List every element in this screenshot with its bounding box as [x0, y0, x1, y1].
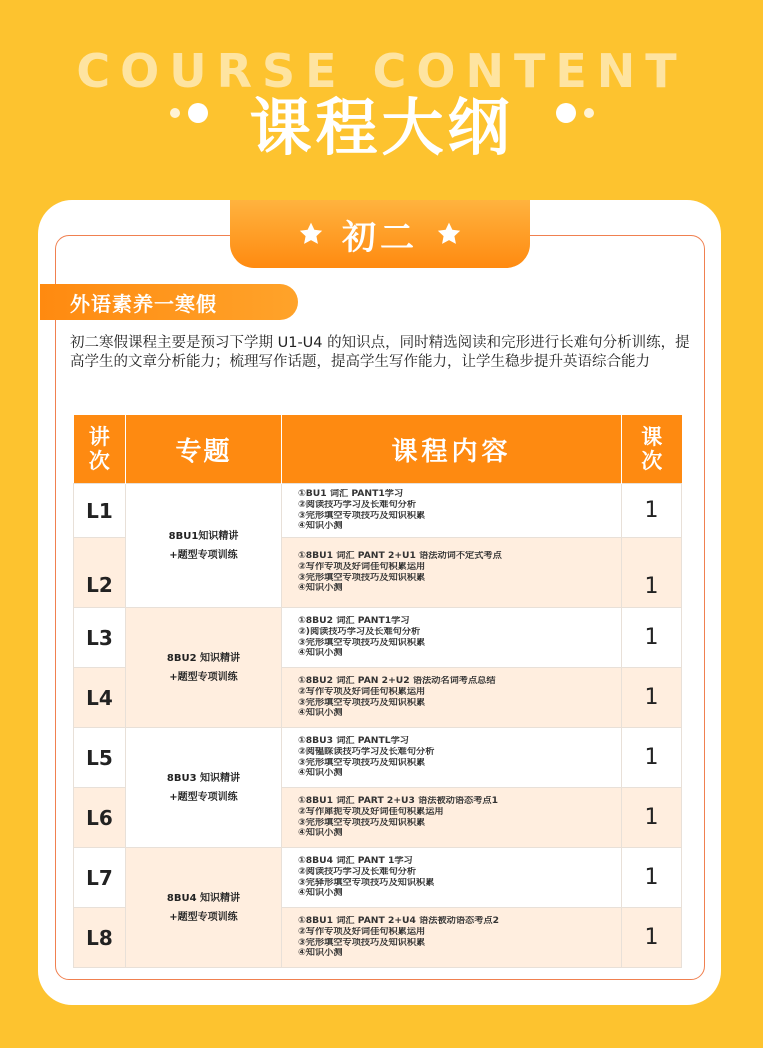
lesson-number: L7: [74, 848, 126, 908]
content-cell: ①8BU3 词汇 PANTL学习 ②阅韫睬读技巧学习及长难句分析 ③完形填空专项技巧及知识积累 ④知识小测: [282, 728, 622, 788]
lesson-count: 1: [622, 788, 682, 848]
header-title-en: COURSE CONTENT: [76, 44, 687, 98]
lesson-count: 1: [622, 484, 682, 538]
content-cell: ①8BU2 词汇 PAN 2+U2 语法动名词考点总结 ②写作专项及好词佳句积累运用 ③完形填空专项技巧及知识积累 ④知识小测: [282, 668, 622, 728]
table-row: [74, 608, 682, 668]
header-topic: 专题: [126, 415, 282, 484]
lesson-number: L5: [74, 728, 126, 788]
lesson-count: 1: [622, 728, 682, 788]
topic-cell: 8BU3 知识精讲 +题型专项训练: [126, 728, 282, 848]
lesson-count: 1: [622, 848, 682, 908]
lesson-count: 1: [622, 908, 682, 968]
section-title: 外语素养一寒假: [70, 291, 217, 316]
topic-cell: 8BU1知识精讲 +题型专项训练: [126, 484, 282, 608]
table-row: [74, 484, 682, 538]
table-row: [74, 848, 682, 908]
lesson-number: L6: [74, 788, 126, 848]
header-dots-right: [556, 103, 594, 123]
header-count: 课次: [622, 415, 682, 484]
grade-tab: [230, 200, 530, 268]
lesson-number: L3: [74, 608, 126, 668]
content-cell: ①8BU4 词汇 PANT 1学习 ②阅读技巧学习及长难句分析 ③完驿形填空专项技巧及知识积累 ④知识小测: [282, 848, 622, 908]
content-cell: ①8BU1 词汇 PANT 2+U4 语法被动语态考点2 ②写作专项及好词佳句积累运用 ③完形填空专项技巧及知识积累 ④知识小测: [282, 908, 622, 968]
topic-cell: 8BU2 知识精讲 +题型专项训练: [126, 608, 282, 728]
star-icon: [298, 221, 324, 247]
lesson-count: 1: [622, 608, 682, 668]
header-content: 课程内容: [282, 415, 622, 484]
section-title-tab: [40, 284, 298, 320]
grade-label: 初二: [342, 217, 418, 258]
content-cell: ①8BU1 词汇 PART 2+U3 语法被动语态考点1 ②写作犀扼专项及好词佳句积累运用 ③完形填空专项技巧及知识积累 ④知识小测: [282, 788, 622, 848]
lesson-count: 1: [622, 668, 682, 728]
header-lesson: 讲次: [74, 415, 126, 484]
lesson-number: L4: [74, 668, 126, 728]
lesson-number: L2: [74, 538, 126, 608]
content-cell: ①8BU1 词汇 PANT 2+U1 语法动词不定式考点 ②写作专项及好词佳句积累运用 ③完形填空专项技巧及知识积累 ④知识小测: [282, 538, 622, 608]
star-icon: [436, 221, 462, 247]
table-header-row: [74, 415, 682, 484]
course-table: [73, 415, 681, 968]
lesson-number: L1: [74, 484, 126, 538]
content-cell: ①8BU2 词汇 PANT1学习 ②)阅读技巧学习及长难句分析 ③完形填空专项技巧及知识积累 ④知识小测: [282, 608, 622, 668]
content-cell: ①BU1 词汇 PANT1学习 ②阅读技巧学习及长难句分析 ③完形填空专项技巧及知识积累 ④知识小测: [282, 484, 622, 538]
topic-cell: 8BU4 知识精讲 +题型专项训练: [126, 848, 282, 968]
lesson-count: 1: [622, 538, 682, 608]
page-title: 课程大纲: [249, 91, 514, 164]
table-row: [74, 728, 682, 788]
lesson-number: L8: [74, 908, 126, 968]
section-description: 初二寒假课程主要是预习下学期 U1-U4 的知识点，同时精选阅读和完形进行长难句分析训练，提高学生的文章分析能力；梳理写作话题，提高学生写作能力，让学生稳步提升英语综合能力: [70, 335, 690, 370]
